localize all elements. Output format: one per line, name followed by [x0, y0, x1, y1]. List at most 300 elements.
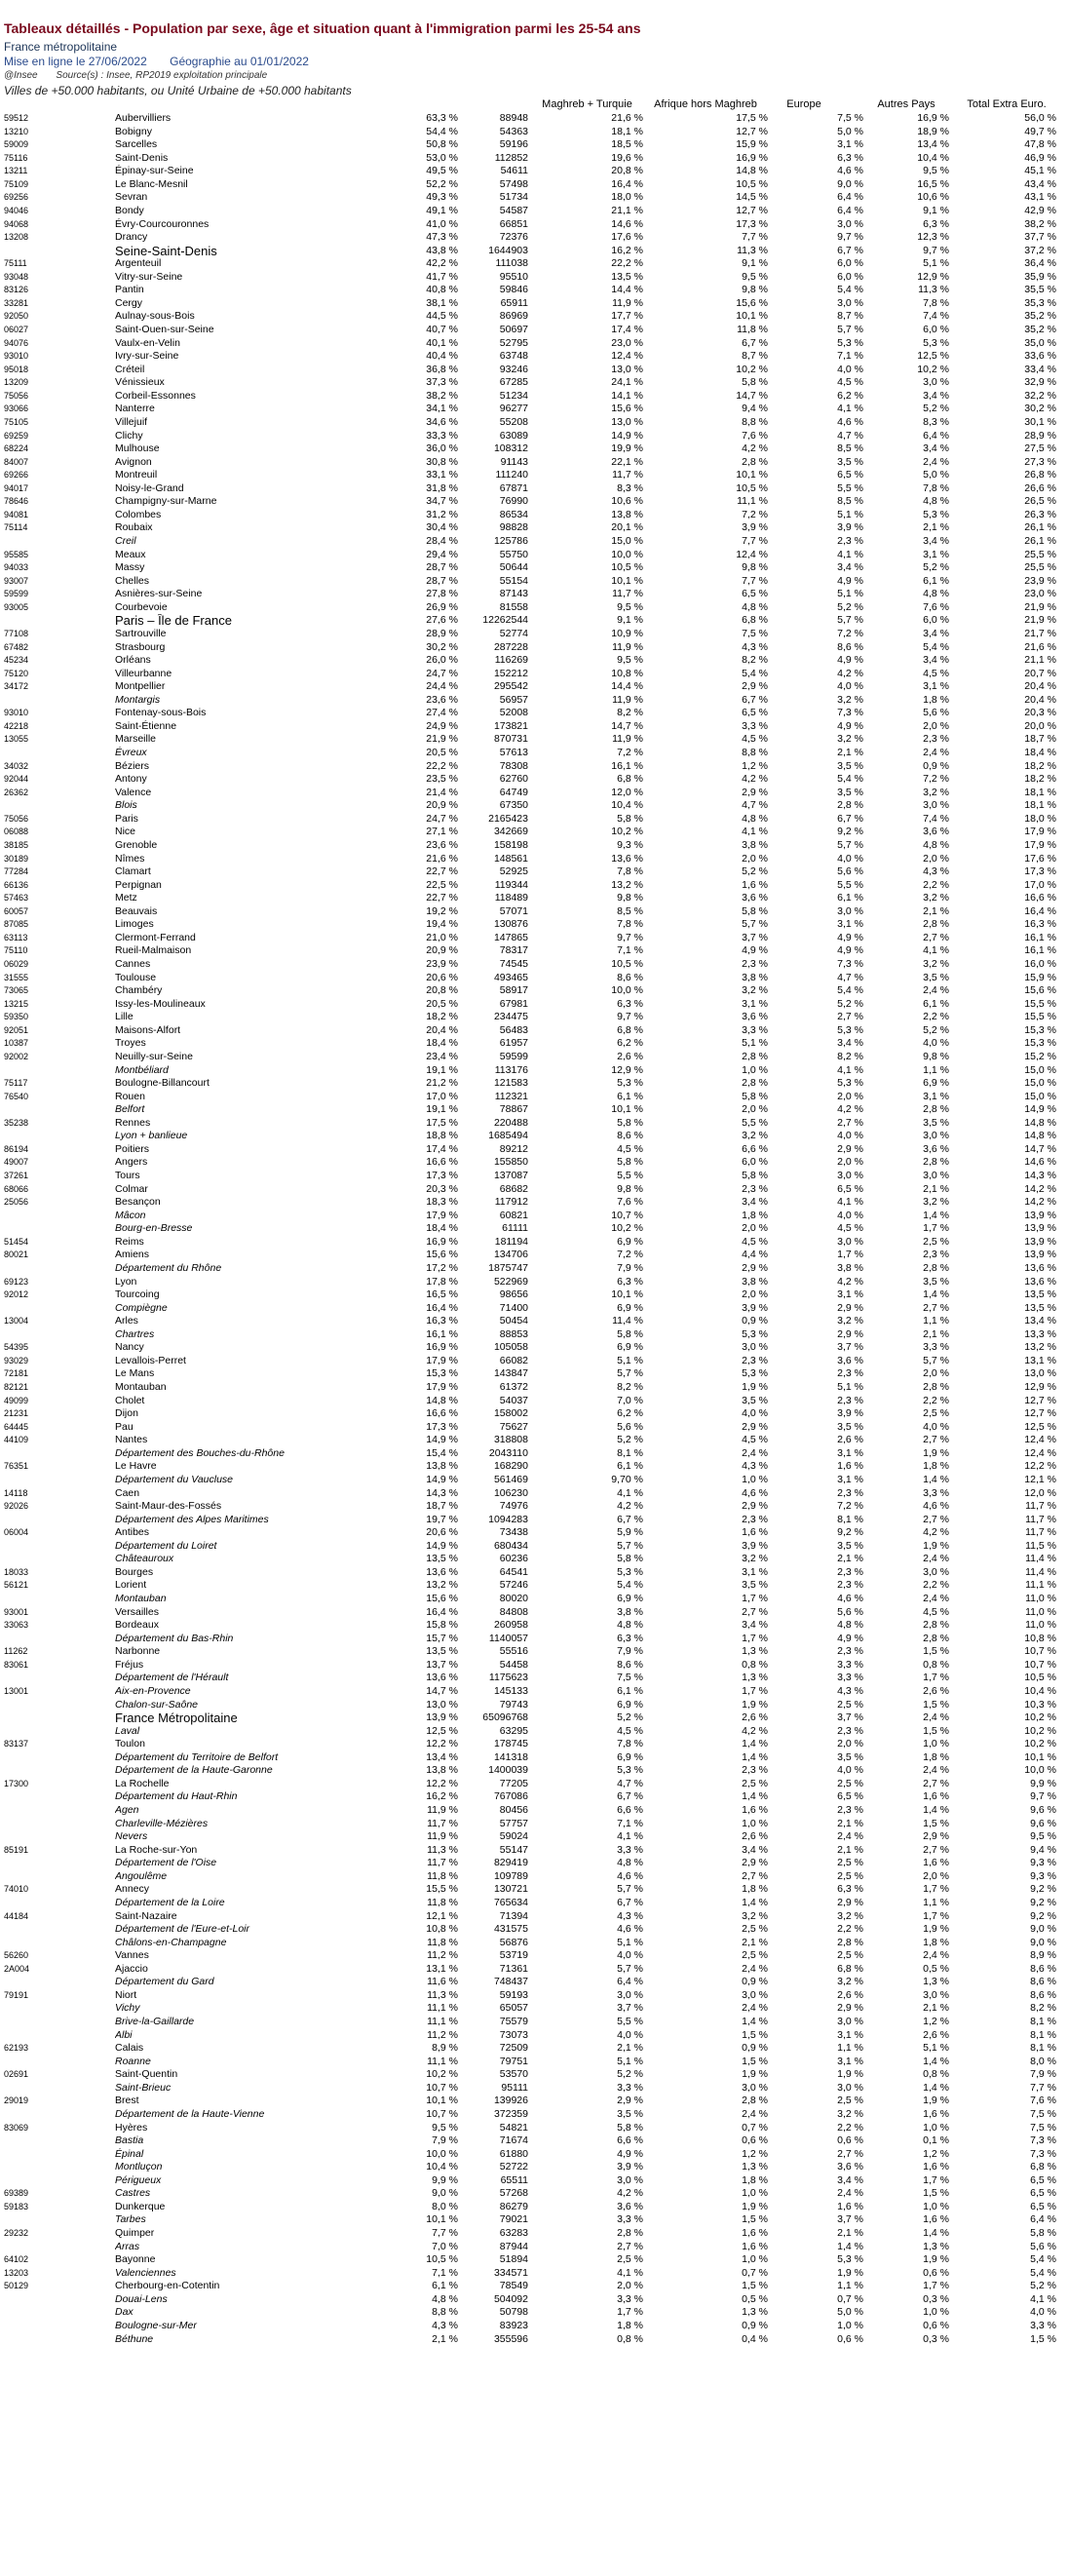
table-row	[0, 2227, 1069, 2241]
row-afrique-hors-maghreb: 3,0 %	[742, 2081, 768, 2094]
row-population: 59193	[499, 1988, 528, 2001]
row-population: 88948	[499, 112, 528, 124]
row-population: 57498	[499, 177, 528, 190]
row-code: 72181	[4, 1368, 29, 1379]
row-code: 75114	[4, 522, 28, 533]
row-name: Asnières-sur-Seine	[115, 588, 203, 600]
row-europe: 3,0 %	[837, 217, 863, 230]
row-code: 69123	[4, 1276, 29, 1287]
row-maghreb-turquie: 12,4 %	[611, 350, 643, 363]
row-name: Périgueux	[115, 2173, 162, 2186]
row-autres-pays: 2,2 %	[923, 1011, 949, 1023]
row-code: 14118	[4, 1487, 28, 1498]
row-maghreb-turquie: 6,9 %	[617, 1698, 643, 1711]
row-europe: 3,4 %	[837, 1037, 863, 1050]
insee-credit: @Insee	[4, 70, 38, 81]
row-immigrant-share: 18,8 %	[426, 1130, 458, 1142]
row-name: Montauban	[115, 1593, 167, 1604]
row-immigrant-share: 20,8 %	[426, 984, 458, 997]
row-immigrant-share: 15,7 %	[426, 1632, 458, 1644]
row-afrique-hors-maghreb: 7,7 %	[742, 574, 768, 587]
row-afrique-hors-maghreb: 0,8 %	[742, 1658, 768, 1671]
row-population: 116269	[494, 654, 528, 667]
row-total-extra-euro: 17,9 %	[1024, 826, 1056, 838]
row-autres-pays: 3,0 %	[923, 1130, 949, 1142]
row-autres-pays: 3,6 %	[923, 1142, 949, 1155]
row-population: 80456	[499, 1804, 528, 1816]
row-maghreb-turquie: 5,3 %	[617, 1764, 643, 1777]
row-europe: 0,7 %	[837, 2292, 863, 2305]
table-row	[0, 1143, 1069, 1157]
row-immigrant-share: 9,5 %	[432, 2121, 458, 2134]
row-name: Seine-Saint-Denis	[115, 244, 217, 258]
row-immigrant-share: 49,5 %	[426, 165, 458, 177]
row-population: 72376	[499, 231, 528, 244]
row-total-extra-euro: 6,4 %	[1030, 2213, 1056, 2226]
row-autres-pays: 2,0 %	[923, 719, 949, 732]
row-name: Département des Alpes Maritimes	[115, 1513, 269, 1525]
row-code: 92044	[4, 774, 29, 785]
table-row	[0, 1249, 1069, 1262]
row-name: Belfort	[115, 1103, 145, 1116]
row-code: 83061	[4, 1659, 29, 1670]
row-maghreb-turquie: 4,8 %	[617, 1857, 643, 1869]
row-afrique-hors-maghreb: 3,3 %	[742, 1023, 768, 1036]
row-immigrant-share: 11,2 %	[427, 1949, 458, 1962]
row-name: Boulogne-sur-Mer	[115, 2319, 197, 2331]
row-afrique-hors-maghreb: 4,3 %	[742, 640, 768, 653]
row-immigrant-share: 20,9 %	[426, 799, 458, 812]
row-name: Valence	[115, 786, 152, 798]
row-maghreb-turquie: 18,5 %	[611, 138, 643, 151]
row-maghreb-turquie: 11,9 %	[612, 733, 643, 746]
table-row	[0, 1487, 1069, 1501]
row-immigrant-share: 17,5 %	[426, 1116, 458, 1129]
row-afrique-hors-maghreb: 1,3 %	[742, 1672, 768, 1684]
row-afrique-hors-maghreb: 2,6 %	[742, 1711, 768, 1724]
row-europe: 3,5 %	[837, 786, 863, 798]
table-row	[0, 1407, 1069, 1421]
row-code: 93066	[4, 404, 29, 414]
row-autres-pays: 5,0 %	[923, 469, 949, 481]
row-europe: 0,6 %	[837, 2332, 863, 2345]
row-total-extra-euro: 13,9 %	[1024, 1222, 1056, 1235]
row-code: 94046	[4, 205, 29, 215]
row-name: Chambéry	[115, 984, 163, 997]
row-name: France Métropolitaine	[115, 1711, 238, 1725]
row-total-extra-euro: 15,3 %	[1024, 1023, 1056, 1036]
row-afrique-hors-maghreb: 4,2 %	[742, 1724, 768, 1737]
row-autres-pays: 2,5 %	[923, 1235, 949, 1248]
row-afrique-hors-maghreb: 2,3 %	[742, 1764, 768, 1777]
table-row	[0, 416, 1069, 430]
row-immigrant-share: 13,5 %	[426, 1645, 458, 1658]
row-afrique-hors-maghreb: 8,2 %	[742, 654, 768, 667]
row-europe: 5,2 %	[837, 600, 863, 613]
table-row	[0, 1514, 1069, 1527]
row-name: Département du Territoire de Belfort	[115, 1750, 279, 1763]
row-code: 56121	[4, 1580, 29, 1591]
row-name: Département du Rhône	[115, 1261, 222, 1274]
row-afrique-hors-maghreb: 2,8 %	[742, 1077, 768, 1090]
table-row	[0, 482, 1069, 496]
row-population: 168290	[493, 1460, 528, 1473]
table-row	[0, 614, 1069, 628]
row-total-extra-euro: 8,1 %	[1030, 2028, 1056, 2041]
row-population: 77205	[499, 1777, 528, 1789]
row-afrique-hors-maghreb: 3,4 %	[742, 1196, 768, 1209]
row-maghreb-turquie: 13,2 %	[611, 878, 643, 891]
table-row	[0, 2068, 1069, 2082]
row-europe: 7,2 %	[837, 627, 863, 639]
row-europe: 3,0 %	[837, 1235, 863, 1248]
row-name: Montargis	[115, 693, 161, 706]
row-code: 75111	[4, 258, 27, 269]
row-total-extra-euro: 8,6 %	[1030, 1962, 1056, 1975]
row-europe: 3,9 %	[837, 521, 863, 534]
row-maghreb-turquie: 6,2 %	[617, 1407, 643, 1420]
row-autres-pays: 1,3 %	[923, 2240, 949, 2252]
row-code: 93010	[4, 351, 29, 362]
row-population: 767086	[493, 1790, 528, 1803]
row-immigrant-share: 13,4 %	[426, 1750, 458, 1763]
row-name: Nancy	[115, 1341, 144, 1354]
row-total-extra-euro: 14,7 %	[1024, 1142, 1056, 1155]
row-code: 13203	[4, 2267, 29, 2278]
table-row	[0, 1963, 1069, 1977]
row-afrique-hors-maghreb: 5,8 %	[742, 376, 768, 389]
row-immigrant-share: 23,4 %	[426, 1050, 458, 1062]
row-maghreb-turquie: 9,7 %	[617, 931, 643, 943]
page-subtitle: France métropolitaine	[4, 40, 118, 54]
row-population: 118489	[494, 892, 528, 904]
row-immigrant-share: 34,1 %	[426, 403, 458, 415]
row-population: 88853	[499, 1327, 528, 1340]
row-code: 25056	[4, 1197, 29, 1208]
row-afrique-hors-maghreb: 1,6 %	[742, 2227, 768, 2239]
row-europe: 2,3 %	[837, 1565, 863, 1578]
row-europe: 2,0 %	[837, 1156, 863, 1169]
row-maghreb-turquie: 5,3 %	[617, 1565, 643, 1578]
table-row	[0, 2253, 1069, 2267]
row-name: Montluçon	[115, 2161, 163, 2173]
row-maghreb-turquie: 11,9 %	[612, 640, 643, 653]
row-europe: 2,3 %	[837, 1579, 863, 1592]
row-afrique-hors-maghreb: 8,8 %	[742, 747, 768, 758]
col-header-total-extra-euro: Total Extra Euro.	[967, 98, 1047, 110]
row-total-extra-euro: 13,9 %	[1024, 1235, 1056, 1248]
row-name: Courbevoie	[115, 600, 168, 613]
row-population: 372359	[493, 2107, 528, 2120]
row-afrique-hors-maghreb: 2,9 %	[742, 680, 768, 693]
row-afrique-hors-maghreb: 10,1 %	[736, 469, 768, 481]
row-name: Lorient	[115, 1579, 147, 1592]
row-code: 34032	[4, 760, 29, 771]
row-afrique-hors-maghreb: 3,8 %	[742, 971, 768, 983]
row-total-extra-euro: 15,0 %	[1024, 1063, 1056, 1076]
row-maghreb-turquie: 3,3 %	[617, 2213, 643, 2226]
row-autres-pays: 2,3 %	[923, 733, 949, 746]
row-maghreb-turquie: 9,8 %	[617, 1182, 643, 1195]
row-total-extra-euro: 6,5 %	[1030, 2173, 1056, 2186]
row-afrique-hors-maghreb: 2,4 %	[742, 1962, 768, 1975]
row-maghreb-turquie: 11,4 %	[612, 1315, 643, 1327]
row-population: 51894	[499, 2253, 528, 2266]
row-code: 59183	[4, 2201, 29, 2211]
row-maghreb-turquie: 9,5 %	[617, 600, 643, 613]
row-europe: 3,5 %	[837, 455, 863, 468]
table-row	[0, 2280, 1069, 2293]
row-population: 113176	[494, 1063, 528, 1076]
table-row	[0, 2267, 1069, 2281]
row-maghreb-turquie: 5,7 %	[617, 1962, 643, 1975]
row-code: 50129	[4, 2281, 29, 2291]
row-immigrant-share: 28,7 %	[426, 561, 458, 574]
row-autres-pays: 2,9 %	[923, 1830, 949, 1843]
row-total-extra-euro: 3,3 %	[1030, 2319, 1056, 2331]
row-autres-pays: 1,7 %	[923, 1883, 949, 1896]
row-population: 119344	[494, 878, 528, 891]
table-row	[0, 1421, 1069, 1435]
row-autres-pays: 1,4 %	[923, 1288, 949, 1301]
row-immigrant-share: 18,4 %	[426, 1037, 458, 1050]
row-maghreb-turquie: 1,8 %	[617, 2319, 643, 2331]
row-maghreb-turquie: 12,9 %	[611, 1063, 643, 1076]
row-autres-pays: 3,0 %	[923, 799, 949, 812]
row-maghreb-turquie: 18,1 %	[611, 125, 643, 137]
row-afrique-hors-maghreb: 8,8 %	[742, 415, 768, 428]
row-total-extra-euro: 14,2 %	[1024, 1196, 1056, 1209]
table-row	[0, 879, 1069, 893]
row-maghreb-turquie: 11,9 %	[612, 693, 643, 706]
table-row	[0, 1566, 1069, 1580]
row-total-extra-euro: 7,6 %	[1030, 2095, 1056, 2107]
row-name: Département de la Loire	[115, 1896, 225, 1908]
row-immigrant-share: 16,1 %	[426, 1327, 458, 1340]
row-immigrant-share: 33,1 %	[426, 469, 458, 481]
row-population: 748437	[493, 1976, 528, 1988]
row-total-extra-euro: 16,1 %	[1024, 931, 1056, 943]
row-total-extra-euro: 14,8 %	[1024, 1116, 1056, 1129]
row-afrique-hors-maghreb: 5,8 %	[742, 1090, 768, 1102]
table-row	[0, 865, 1069, 879]
table-row	[0, 747, 1069, 760]
row-autres-pays: 1,1 %	[923, 1315, 949, 1327]
row-immigrant-share: 6,1 %	[432, 2280, 458, 2292]
row-total-extra-euro: 32,9 %	[1024, 376, 1056, 389]
row-europe: 4,9 %	[837, 574, 863, 587]
row-europe: 2,3 %	[837, 535, 863, 547]
row-total-extra-euro: 13,1 %	[1024, 1354, 1056, 1366]
row-code: 63113	[4, 932, 28, 942]
row-maghreb-turquie: 8,2 %	[617, 1381, 643, 1393]
row-autres-pays: 7,8 %	[923, 296, 949, 309]
row-autres-pays: 2,4 %	[923, 1764, 949, 1777]
row-code: 92012	[4, 1289, 29, 1300]
row-name: Tarbes	[115, 2213, 146, 2226]
row-immigrant-share: 13,7 %	[426, 1658, 458, 1671]
row-population: 71674	[499, 2134, 528, 2147]
row-immigrant-share: 19,7 %	[426, 1513, 458, 1525]
row-population: 125786	[493, 535, 528, 547]
row-europe: 2,2 %	[837, 1923, 863, 1936]
table-row	[0, 905, 1069, 919]
row-afrique-hors-maghreb: 5,3 %	[742, 1327, 768, 1340]
table-row	[0, 1593, 1069, 1606]
table-row	[0, 787, 1069, 800]
row-autres-pays: 5,2 %	[923, 561, 949, 574]
row-total-extra-euro: 20,4 %	[1024, 693, 1056, 706]
row-maghreb-turquie: 6,1 %	[617, 1684, 643, 1697]
table-row	[0, 364, 1069, 377]
row-afrique-hors-maghreb: 1,7 %	[742, 1684, 768, 1697]
row-europe: 1,9 %	[837, 2266, 863, 2279]
row-autres-pays: 0,6 %	[923, 2266, 949, 2279]
row-maghreb-turquie: 9,3 %	[617, 838, 643, 851]
row-population: 53719	[499, 1949, 528, 1962]
row-europe: 8,1 %	[837, 1513, 863, 1525]
row-name: Limoges	[115, 918, 154, 931]
row-code: 64445	[4, 1421, 29, 1432]
row-code: 2A004	[4, 1963, 30, 1974]
row-population: 54821	[499, 2121, 528, 2134]
row-afrique-hors-maghreb: 2,0 %	[742, 1103, 768, 1116]
row-europe: 5,6 %	[837, 865, 863, 878]
row-total-extra-euro: 15,0 %	[1024, 1090, 1056, 1102]
row-maghreb-turquie: 15,6 %	[611, 403, 643, 415]
row-population: 74545	[499, 958, 528, 970]
row-maghreb-turquie: 5,1 %	[617, 1936, 643, 1948]
row-maghreb-turquie: 6,1 %	[617, 1460, 643, 1473]
row-europe: 2,0 %	[837, 1090, 863, 1102]
row-code: 06004	[4, 1527, 29, 1538]
row-code: 44184	[4, 1910, 29, 1921]
row-population: 79743	[499, 1698, 528, 1711]
row-afrique-hors-maghreb: 7,2 %	[742, 508, 768, 520]
row-immigrant-share: 33,3 %	[426, 429, 458, 442]
row-maghreb-turquie: 21,6 %	[611, 112, 643, 124]
row-autres-pays: 12,3 %	[917, 231, 949, 244]
row-afrique-hors-maghreb: 1,4 %	[742, 1750, 768, 1763]
row-autres-pays: 2,6 %	[923, 1684, 949, 1697]
row-immigrant-share: 63,3 %	[426, 112, 458, 124]
row-population: 78867	[499, 1103, 528, 1116]
row-total-extra-euro: 12,5 %	[1024, 1420, 1056, 1433]
row-maghreb-turquie: 8,6 %	[617, 1130, 643, 1142]
row-maghreb-turquie: 4,8 %	[617, 1619, 643, 1632]
row-afrique-hors-maghreb: 3,9 %	[742, 1301, 768, 1314]
row-immigrant-share: 20,6 %	[426, 971, 458, 983]
row-afrique-hors-maghreb: 2,9 %	[742, 1857, 768, 1869]
row-afrique-hors-maghreb: 5,4 %	[742, 667, 768, 679]
row-population: 86534	[499, 508, 528, 520]
row-total-extra-euro: 14,9 %	[1024, 1103, 1056, 1116]
row-maghreb-turquie: 4,7 %	[617, 1777, 643, 1789]
row-europe: 8,6 %	[837, 640, 863, 653]
row-immigrant-share: 7,0 %	[432, 2240, 458, 2252]
row-name: Toulouse	[115, 971, 157, 983]
source-text: Source(s) : Insee, RP2019 exploitation principale	[56, 70, 268, 81]
row-autres-pays: 1,2 %	[923, 2016, 949, 2027]
row-autres-pays: 4,5 %	[923, 1605, 949, 1618]
row-afrique-hors-maghreb: 2,8 %	[742, 2095, 768, 2107]
row-total-extra-euro: 28,9 %	[1024, 429, 1056, 442]
row-europe: 5,5 %	[837, 878, 863, 891]
row-europe: 3,0 %	[837, 2016, 863, 2027]
row-afrique-hors-maghreb: 1,0 %	[742, 1063, 768, 1076]
row-europe: 5,3 %	[837, 2253, 863, 2266]
row-autres-pays: 4,8 %	[923, 588, 949, 600]
row-autres-pays: 1,4 %	[923, 1209, 949, 1221]
row-europe: 3,5 %	[837, 1750, 863, 1763]
row-autres-pays: 1,4 %	[923, 2227, 949, 2239]
row-name: Colmar	[115, 1182, 148, 1195]
row-afrique-hors-maghreb: 9,4 %	[742, 403, 768, 415]
row-name: Département de l'Hérault	[115, 1672, 229, 1684]
table-row	[0, 1367, 1069, 1381]
table-row	[0, 1606, 1069, 1620]
row-name: Sartrouville	[115, 627, 167, 639]
row-code: 56260	[4, 1950, 29, 1961]
row-total-extra-euro: 11,0 %	[1025, 1619, 1056, 1632]
row-code: 84007	[4, 456, 29, 467]
row-immigrant-share: 40,1 %	[426, 336, 458, 349]
row-autres-pays: 6,1 %	[923, 574, 949, 587]
row-code: 95018	[4, 364, 29, 374]
row-autres-pays: 2,4 %	[923, 747, 949, 758]
row-name: Ivry-sur-Seine	[115, 350, 179, 363]
row-autres-pays: 0,3 %	[923, 2292, 949, 2305]
row-autres-pays: 3,2 %	[923, 1196, 949, 1209]
row-immigrant-share: 18,3 %	[426, 1196, 458, 1209]
row-immigrant-share: 23,9 %	[426, 958, 458, 970]
row-maghreb-turquie: 8,2 %	[617, 707, 643, 719]
row-afrique-hors-maghreb: 17,3 %	[736, 217, 768, 230]
row-maghreb-turquie: 19,6 %	[611, 151, 643, 164]
row-europe: 2,9 %	[837, 1896, 863, 1908]
row-code: 30189	[4, 853, 29, 864]
row-maghreb-turquie: 6,4 %	[617, 1976, 643, 1988]
table-row	[0, 2095, 1069, 2108]
row-name: Département de la Haute-Garonne	[115, 1764, 273, 1777]
row-immigrant-share: 43,8 %	[426, 244, 458, 256]
row-name: Saint-Nazaire	[115, 1909, 177, 1922]
row-immigrant-share: 36,0 %	[426, 442, 458, 455]
row-name: Besançon	[115, 1196, 161, 1209]
row-afrique-hors-maghreb: 1,9 %	[742, 1698, 768, 1711]
row-europe: 7,1 %	[837, 350, 863, 363]
table-row	[0, 1897, 1069, 1910]
row-afrique-hors-maghreb: 2,9 %	[742, 1261, 768, 1274]
row-autres-pays: 5,1 %	[923, 257, 949, 270]
row-total-extra-euro: 17,0 %	[1024, 878, 1056, 891]
row-immigrant-share: 10,5 %	[426, 2253, 458, 2266]
row-total-extra-euro: 12,1 %	[1024, 1473, 1056, 1485]
row-autres-pays: 6,0 %	[923, 324, 949, 335]
row-afrique-hors-maghreb: 10,5 %	[736, 177, 768, 190]
row-total-extra-euro: 10,4 %	[1024, 1684, 1056, 1697]
row-name: Saint-Ouen-sur-Seine	[115, 324, 214, 335]
row-population: 96277	[499, 403, 528, 415]
row-population: 1175623	[488, 1672, 528, 1684]
row-immigrant-share: 13,0 %	[426, 1698, 458, 1711]
table-row	[0, 442, 1069, 456]
row-population: 52795	[499, 336, 528, 349]
row-total-extra-euro: 13,6 %	[1024, 1275, 1056, 1288]
row-autres-pays: 6,3 %	[923, 217, 949, 230]
row-population: 66851	[499, 217, 528, 230]
row-europe: 5,6 %	[837, 1605, 863, 1618]
